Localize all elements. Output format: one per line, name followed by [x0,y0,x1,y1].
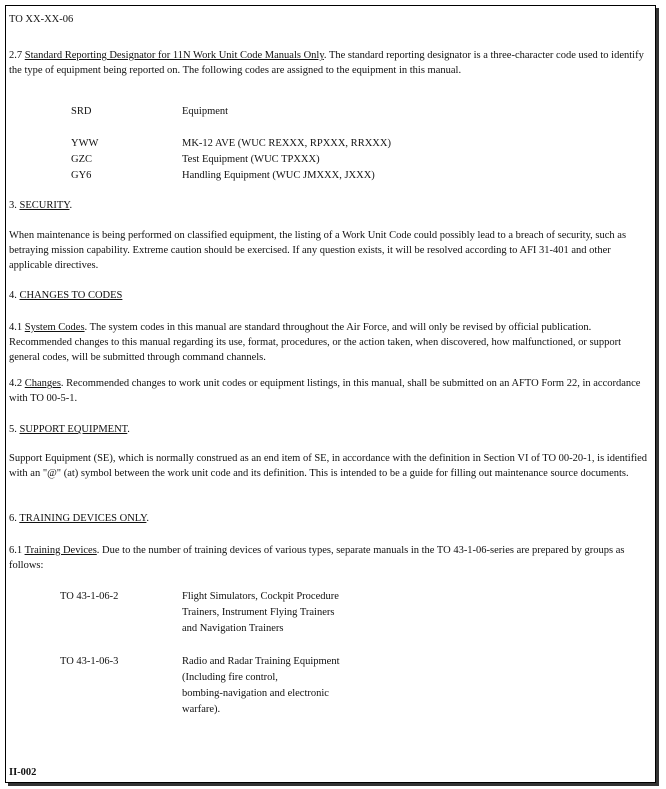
document-page [5,5,656,783]
section-title: System Codes [24,322,85,333]
srd-code: GZC [71,154,92,165]
section-6-heading: 6. TRAINING DEVICES ONLY. [9,513,150,524]
section-5-body: Support Equipment (SE), which is normally construed as an end item of SE, in accordance with the definition in Section VI of TO 00-20-1, is identified with an "@" (at) symbol between the work unit code and its definition. This is intended to be a guide for filling out maintenance source documents. [9,453,648,479]
section-title: Standard Reporting Designator for 11N Work Unit Code Manuals Only [24,50,324,61]
srd-code: GY6 [71,170,92,181]
document-header: TO XX-XX-06 [9,14,74,25]
section-6-1: 6.1 Training Devices. Due to the number of training devices of various types, separate manuals in the TO 43-1-06-series are prepared by groups as follows: [9,545,625,571]
section-4-1: 4.1 System Codes. The system codes in this manual are standard throughout the Air Force, and will only be revised by official publication. Recommended changes to this manual regarding its use, format, procedures, or the action taken, when discovered, how malfunctioned, or support general codes, will be submitted through command channels. [9,322,622,363]
manual-description-line: warfare). [182,704,221,715]
manual-to-number: TO 43-1-06-2 [60,591,119,602]
section-body: . The standard reporting designator is a three-character code used to identify the type of equipment being reported on. The following codes are assigned to the equipment in this manual. [9,50,644,76]
manual-description-line: (Including fire control, [182,672,278,683]
manual-to-number: TO 43-1-06-3 [60,656,119,667]
srd-code: YWW [71,138,99,149]
manual-description-line: Trainers, Instrument Flying Trainers [182,607,335,618]
manual-description-line: Radio and Radar Training Equipment [182,656,340,667]
section-title: CHANGES TO CODES [19,290,123,301]
section-title: SECURITY [19,200,70,211]
srd-equipment: MK-12 AVE (WUC REXXX, RPXXX, RRXXX) [182,138,391,149]
manual-description-line: and Navigation Trainers [182,623,284,634]
equipment-column-header: Equipment [182,106,229,117]
page-footer-id: II-002 [9,767,37,778]
section-title: TRAINING DEVICES ONLY [19,513,147,524]
section-4-2: 4.2 Changes. Recommended changes to work unit codes or equipment listings, in this manual, shall be submitted on an AFTO Form 22, in accordance with TO 00-5-1. [9,378,641,404]
section-title: Changes [24,378,61,389]
manual-description-line: bombing-navigation and electronic [182,688,329,699]
srd-equipment: Test Equipment (WUC TPXXX) [182,154,320,165]
section-3-heading: 3. SECURITY. [9,200,73,211]
section-number: 2.7 [9,50,23,61]
section-3-body: When maintenance is being performed on classified equipment, the listing of a Work Unit Code could possibly lead to a breach of security, such as betraying mission capability. Extreme caution should be exercised. If any question exists, it will be resolved according to AFI 31-401 and other applicable directives. [9,230,627,271]
section-2-7 [9,48,649,78]
srd-column-header: SRD [71,106,92,117]
section-title: Training Devices [24,545,97,556]
section-title: SUPPORT EQUIPMENT [19,424,128,435]
manual-description-line: Flight Simulators, Cockpit Procedure [182,591,339,602]
srd-equipment: Handling Equipment (WUC JMXXX, JXXX) [182,170,375,181]
section-5-heading: 5. SUPPORT EQUIPMENT. [9,424,130,435]
section-4-heading: 4. CHANGES TO CODES [9,290,123,301]
